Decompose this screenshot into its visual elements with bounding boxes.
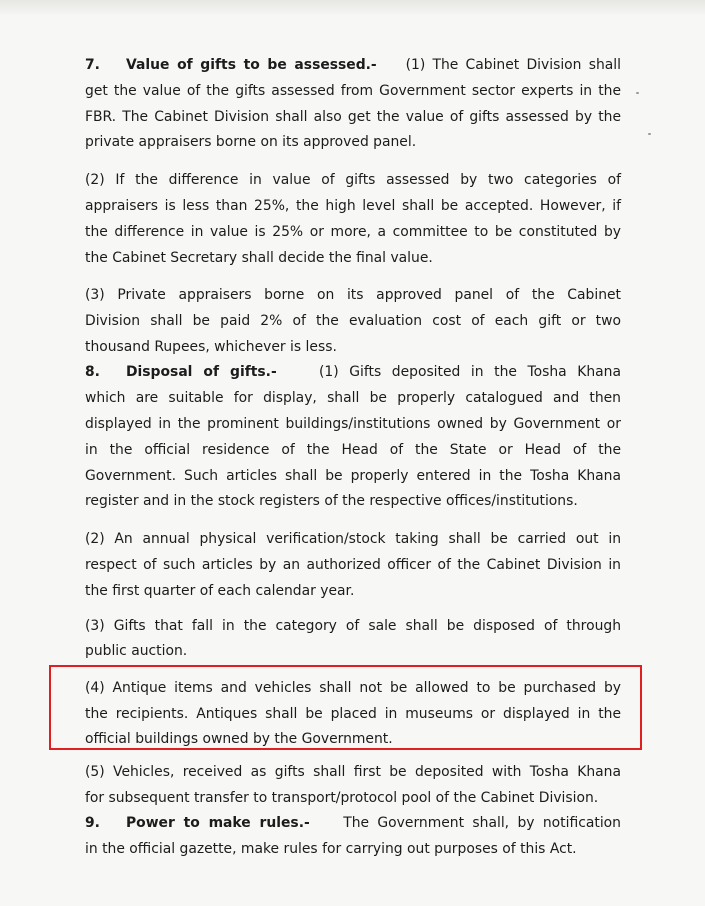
text-line: private appraisers borne on its approved panel. (85, 134, 417, 150)
section-9-heading: Power to make rules.- (126, 815, 310, 831)
section-8-number: 8. (85, 364, 100, 380)
text-line: (4) Antique items and vehicles shall not be allowed to be purchased by (85, 680, 621, 696)
text-line: displayed in the prominent buildings/institutions owned by Government or (85, 416, 621, 432)
text-line: for subsequent transfer to transport/protocol pool of the Cabinet Division. (85, 790, 599, 806)
text-line: (3) Private appraisers borne on its approved panel of the Cabinet (85, 287, 621, 303)
text-line: Government. Such articles shall be properly entered in the Tosha Khana (85, 468, 621, 484)
text-line: FBR. The Cabinet Division shall also get the value of gifts assessed by the (85, 109, 621, 125)
text-line: in the official residence of the Head of the State or Head of the (85, 442, 621, 458)
section-9-text: The Government shall, by notification (343, 815, 621, 831)
text-line: Division shall be paid 2% of the evaluation cost of each gift or two (85, 313, 621, 329)
text-line: in the official gazette, make rules for carrying out purposes of this Act. (85, 841, 577, 857)
section-7-number: 7. (85, 57, 100, 73)
text-line: the recipients. Antiques shall be placed in museums or displayed in the (85, 706, 621, 722)
section-9-heading-line (85, 815, 621, 832)
text-line: get the value of the gifts assessed from Government sector experts in the (85, 83, 621, 99)
text-line: official buildings owned by the Government. (85, 731, 393, 747)
text-line: the first quarter of each calendar year. (85, 583, 355, 599)
text-line: register and in the stock registers of the respective offices/institutions. (85, 493, 578, 509)
text-line: the Cabinet Secretary shall decide the final value. (85, 250, 433, 266)
text-line: (2) If the difference in value of gifts assessed by two categories of (85, 172, 621, 188)
text-line: public auction. (85, 643, 188, 659)
scan-speck (636, 92, 639, 94)
section-7-heading-line (85, 57, 621, 74)
text-line: which are suitable for display, shall be properly catalogued and then (85, 390, 621, 406)
highlight-box (49, 665, 642, 750)
scan-speck (648, 133, 651, 135)
section-8-heading-line (85, 364, 621, 381)
section-7-text: (1) The Cabinet Division shall (405, 57, 621, 73)
text-line: thousand Rupees, whichever is less. (85, 339, 337, 355)
section-8-heading: Disposal of gifts.- (126, 364, 277, 380)
text-line: appraisers is less than 25%, the high level shall be accepted. However, if (85, 198, 621, 214)
text-line: (2) An annual physical verification/stock taking shall be carried out in (85, 531, 621, 547)
section-8-text: (1) Gifts deposited in the Tosha Khana (319, 364, 621, 380)
text-line: (5) Vehicles, received as gifts shall first be deposited with Tosha Khana (85, 764, 621, 780)
text-line: the difference in value is 25% or more, a committee to be constituted by (85, 224, 621, 240)
section-9-number: 9. (85, 815, 100, 831)
page-edge-shadow (0, 0, 705, 16)
text-line: respect of such articles by an authorized officer of the Cabinet Division in (85, 557, 621, 573)
text-line: (3) Gifts that fall in the category of sale shall be disposed of through (85, 618, 621, 634)
section-7-heading: Value of gifts to be assessed.- (126, 57, 377, 73)
